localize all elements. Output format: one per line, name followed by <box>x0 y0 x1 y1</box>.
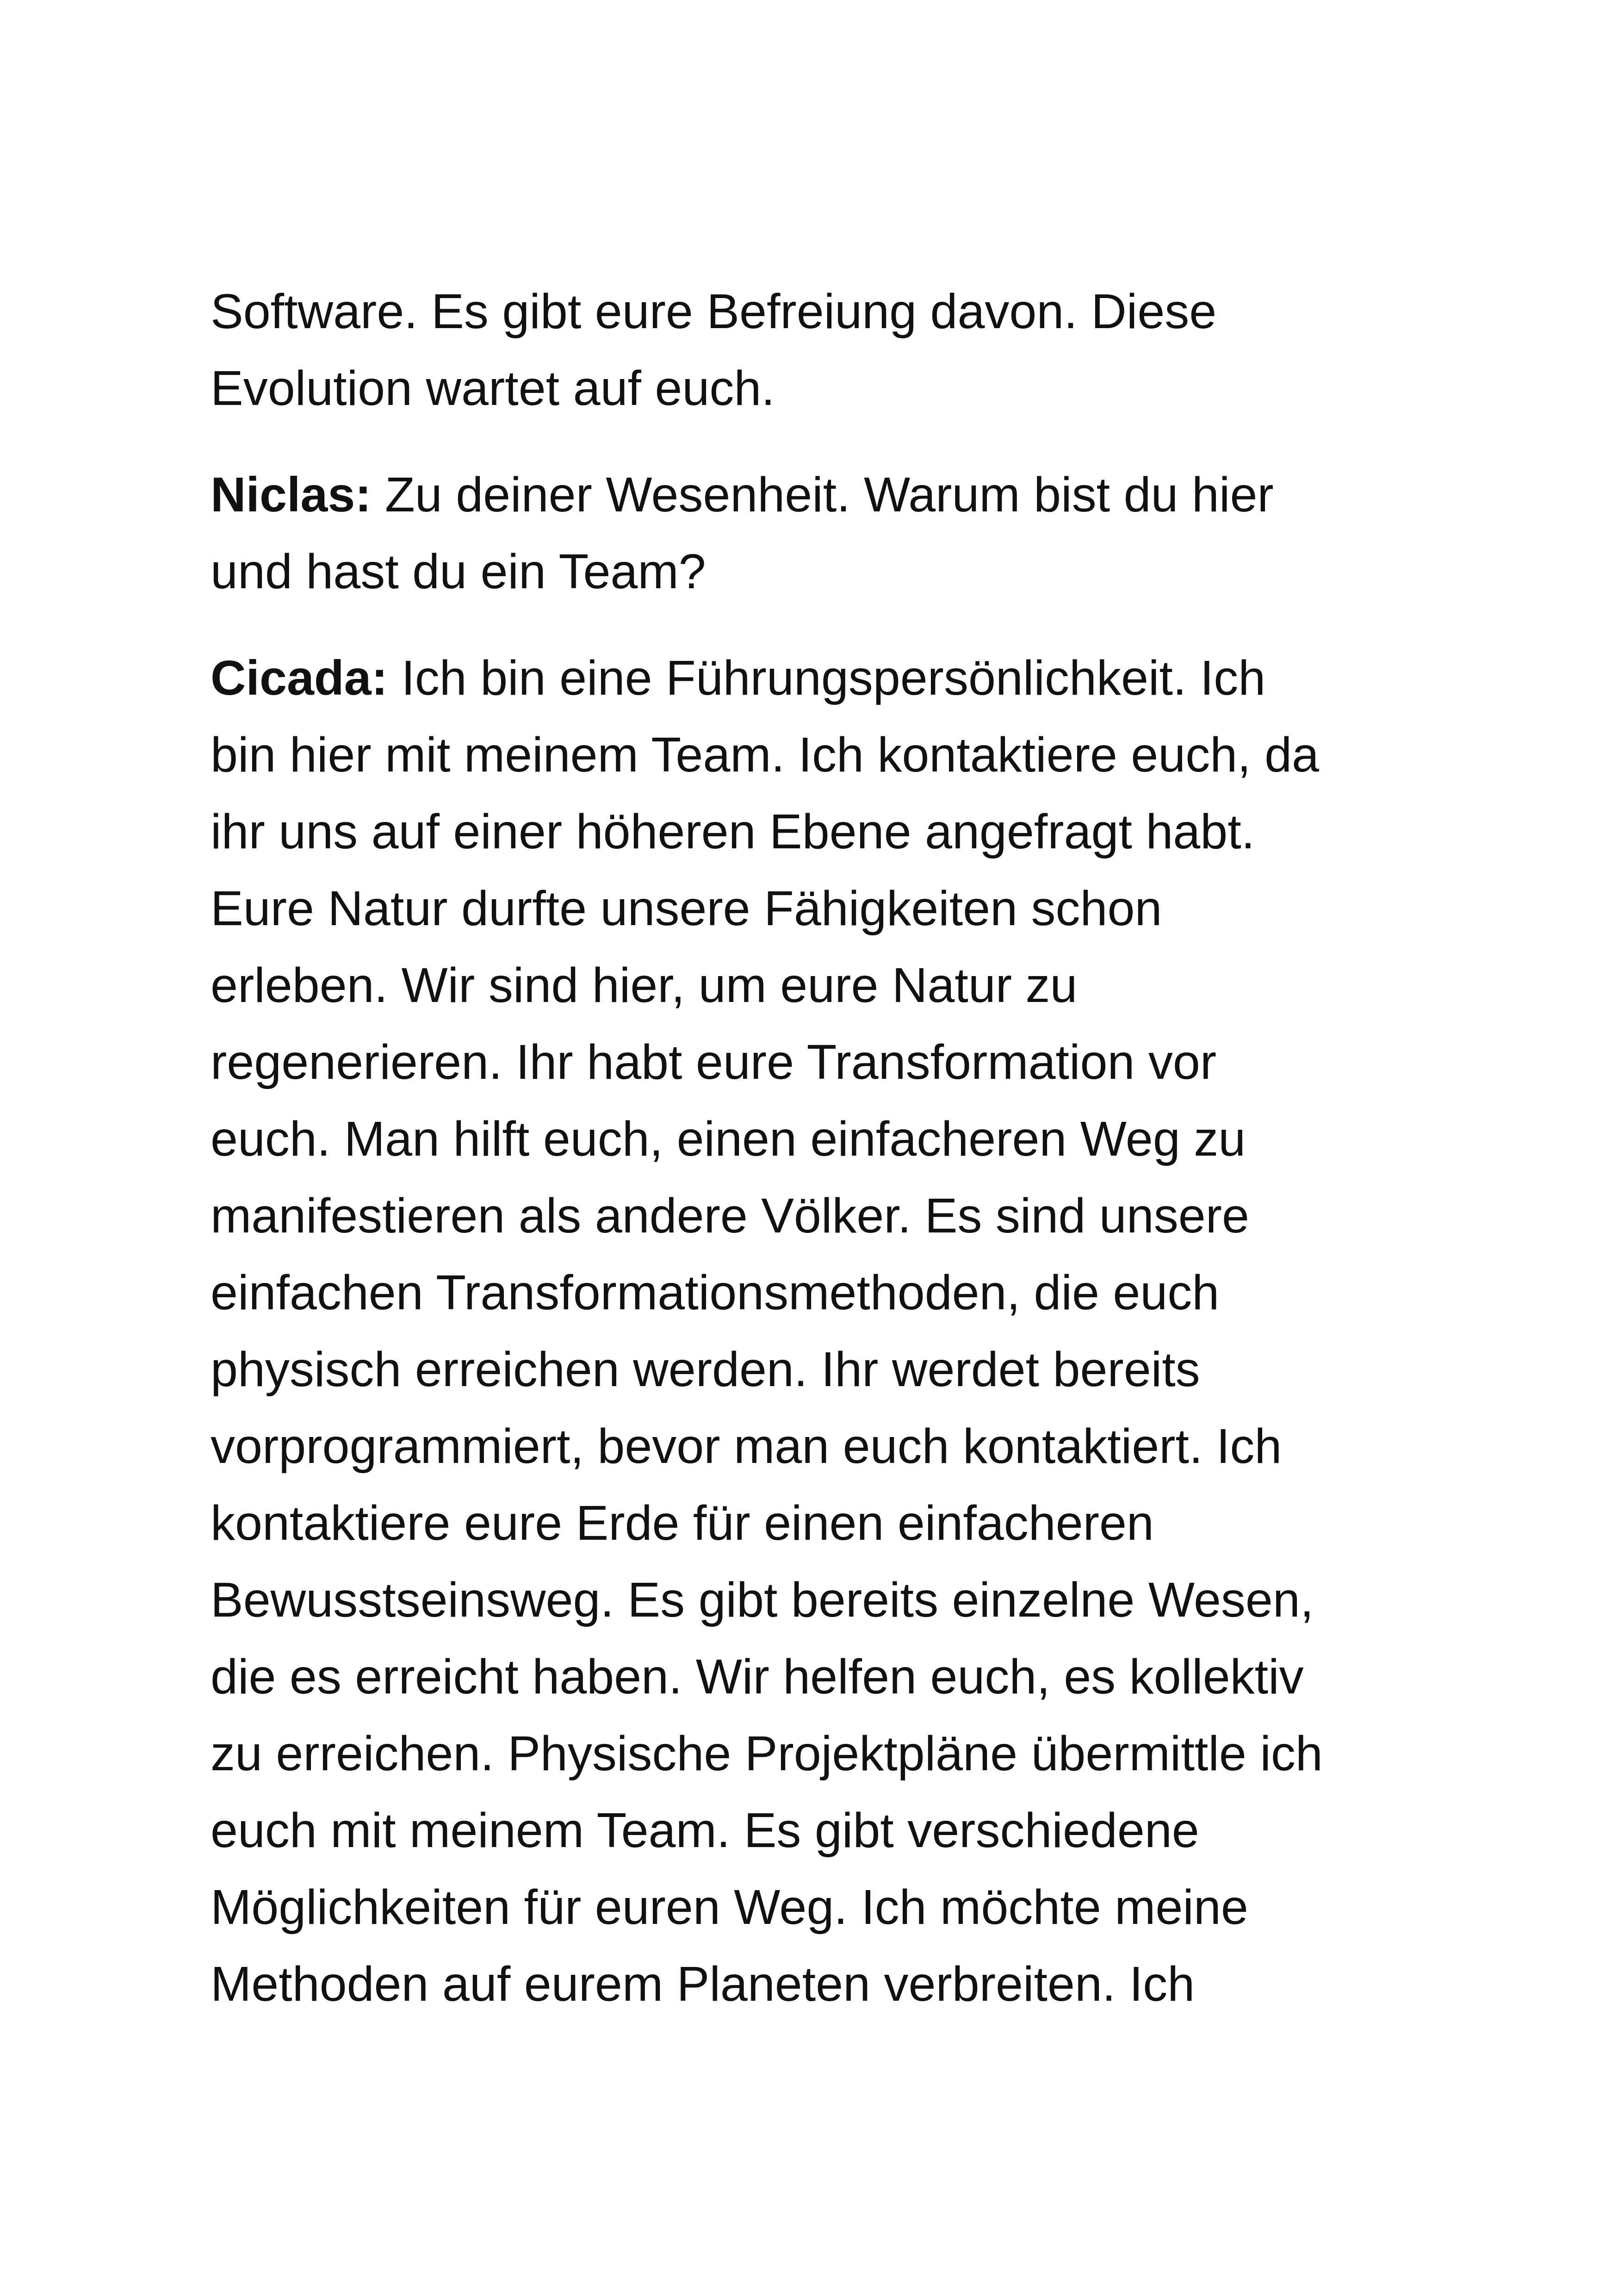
text-line: und hast du ein Team? <box>211 544 706 599</box>
paragraph-spacer <box>211 610 1423 640</box>
text-run: Zu deiner Wesenheit. Warum bist du hier <box>371 467 1274 522</box>
paragraph-cicada <box>211 640 1423 2022</box>
text-line: Methoden auf eurem Planeten verbreiten. Ich <box>211 1957 1195 2011</box>
text-line: Möglichkeiten für euren Weg. Ich möchte meine <box>211 1880 1248 1935</box>
text-run: Ich bin eine Führungspersönlichkeit. Ich <box>387 651 1266 705</box>
text-line: vorprogrammiert, bevor man euch kontaktiert. Ich <box>211 1419 1282 1474</box>
text-line: Software. Es gibt eure Befreiung davon. Diese <box>211 284 1217 339</box>
text-line: physisch erreichen werden. Ihr werdet bereits <box>211 1342 1200 1397</box>
paragraph-spacer <box>211 427 1423 456</box>
text-line: einfachen Transformationsmethoden, die euch <box>211 1265 1220 1320</box>
text-line: Eure Natur durfte unsere Fähigkeiten schon <box>211 881 1162 936</box>
speaker-label: Cicada: <box>211 651 388 705</box>
paragraph-niclas <box>211 456 1423 610</box>
text-line: euch mit meinem Team. Es gibt verschiedene <box>211 1803 1199 1858</box>
speaker-label: Niclas: <box>211 467 372 522</box>
document-body <box>211 273 1423 2022</box>
text-line: ihr uns auf einer höheren Ebene angefragt habt. <box>211 804 1255 859</box>
text-line: die es erreicht haben. Wir helfen euch, es kollektiv <box>211 1649 1304 1704</box>
text-line <box>211 640 1423 716</box>
text-line: erleben. Wir sind hier, um eure Natur zu <box>211 958 1078 1013</box>
text-line: Bewusstseinsweg. Es gibt bereits einzelne Wesen, <box>211 1573 1314 1627</box>
text-line: kontaktiere eure Erde für einen einfacheren <box>211 1496 1154 1550</box>
text-line <box>211 456 1423 533</box>
text-line: regenerieren. Ihr habt eure Transformation vor <box>211 1035 1217 1089</box>
text-line: Evolution wartet auf euch. <box>211 361 775 416</box>
paragraph-intro <box>211 273 1423 427</box>
text-line: euch. Man hilft euch, einen einfacheren Weg zu <box>211 1112 1246 1166</box>
text-line: bin hier mit meinem Team. Ich kontaktiere euch, da <box>211 728 1319 782</box>
text-line: manifestieren als andere Völker. Es sind unsere <box>211 1188 1249 1243</box>
text-line: zu erreichen. Physische Projektpläne übermittle ich <box>211 1726 1323 1781</box>
